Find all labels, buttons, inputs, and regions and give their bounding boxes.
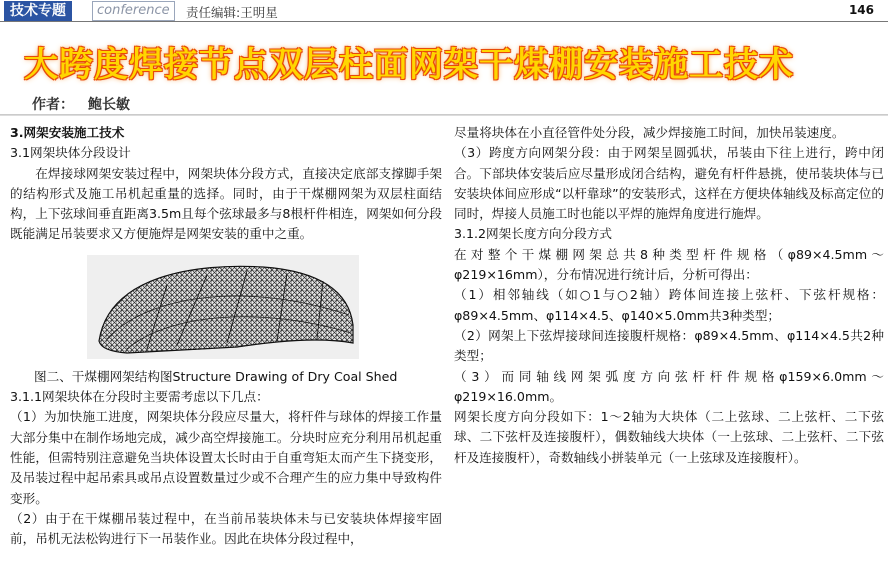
list-item: （2）网架上下弦焊接球间连接腹杆规格：φ89×4.5mm、φ114×4.5共2种类型；	[454, 327, 884, 364]
paragraph: 网架长度方向分段如下：1～2轴为大块体（二上弦球、二上弦杆、二下弦球、二下弦杆及连接腹杆），偶数轴线大块体（一上弦球、二上弦杆、二下弦杆及连接腹杆），奇数轴线小拼装单元（一上弦球及连接腹杆）。	[454, 409, 884, 465]
page-number: 146	[848, 3, 874, 17]
subsection-heading: 3.1.2网架长度方向分段方式	[454, 226, 612, 242]
author-line	[32, 94, 130, 114]
curved-mesh-roof-icon	[87, 255, 359, 359]
list-item: （2）由于在干煤棚吊装过程中，在当前吊装块体未与已安装块体焊接牢固前，吊机无法松钩进行下一吊装作业。因此在块体分段过程中，	[10, 510, 442, 547]
figure-image	[87, 255, 359, 359]
header-divider	[0, 21, 888, 22]
section-tag-en: conference	[92, 1, 175, 21]
running-header	[0, 0, 888, 22]
left-column	[10, 123, 442, 549]
right-column	[454, 123, 884, 468]
section-heading: 3.网架安装施工技术	[10, 125, 125, 140]
author-divider	[0, 114, 888, 116]
author-label: 作者：	[32, 97, 74, 113]
list-item: （3）跨度方向网架分段：由于网架呈圆弧状，吊装由下往上进行，跨中闭合。下部块体安装后应尽量形成闭合结构，避免有杆件悬挑，使吊装块体与已安装块体间应形成“以杆靠球”的安装形式，这样在方便块体轴线及标高定位的同时，焊接人员施工时也能以平焊的施焊角度进行施焊。	[454, 145, 884, 222]
list-item: （1）相邻轴线（如○1与○2轴）跨体间连接上弦杆、下弦杆规格：φ89×4.5mm、φ114×4.5、φ140×5.0mm共3种类型；	[454, 287, 884, 323]
list-item: （3）而同轴线网架弧度方向弦杆杆件规格φ159×6.0mm～φ219×16.0mm。	[454, 368, 884, 404]
article-title: 大跨度焊接节点双层柱面网架干煤棚安装施工技术	[24, 45, 794, 85]
author-name: 鲍长敏	[88, 97, 130, 113]
list-item: （1）为加快施工进度，网架块体分段应尽量大，将杆件与球体的焊接工作量大部分集中在制作场地完成，减少高空焊接施工。分块时应充分利用吊机起重性能，但需特别注意避免当块体设置太长时由于自重弯矩太而产生下挠变形，及吊装过程中起吊索具或吊点设置数量过少或不合理产生的应力集中导致构件变形。	[10, 409, 442, 506]
paragraph: 尽量将块体在小直径管件处分段，减少焊接施工时间，加快吊装速度。	[454, 125, 845, 140]
subsection-heading: 3.1网架块体分段设计	[10, 145, 131, 161]
figure-caption: 图二、干煤棚网架结构图Structure Drawing of Dry Coal Shed	[34, 368, 398, 384]
section-tag: 技术专题	[4, 1, 72, 21]
subsection-heading: 3.1.1网架块体在分段时主要需考虑以下几点：	[10, 389, 269, 405]
paragraph: 在对整个干煤棚网架总共8种类型杆件规格（φ89×4.5mm～φ219×16mm），分布情况进行统计后，分析可得出：	[454, 246, 884, 283]
editor-credit: 责任编辑:王明星	[186, 5, 278, 20]
paragraph: 在焊接球网架安装过程中，网架块体分段方式，直接决定底部支撑脚手架的结构形式及施工吊机起重量的选择。同时，由于干煤棚网架为双层柱面结构，上下弦球间垂直距离3.5m且每个弦球最多与8根杆件相连，网架如何分段既能满足吊装要求又方便施焊是网架安装的重中之重。	[10, 165, 442, 242]
